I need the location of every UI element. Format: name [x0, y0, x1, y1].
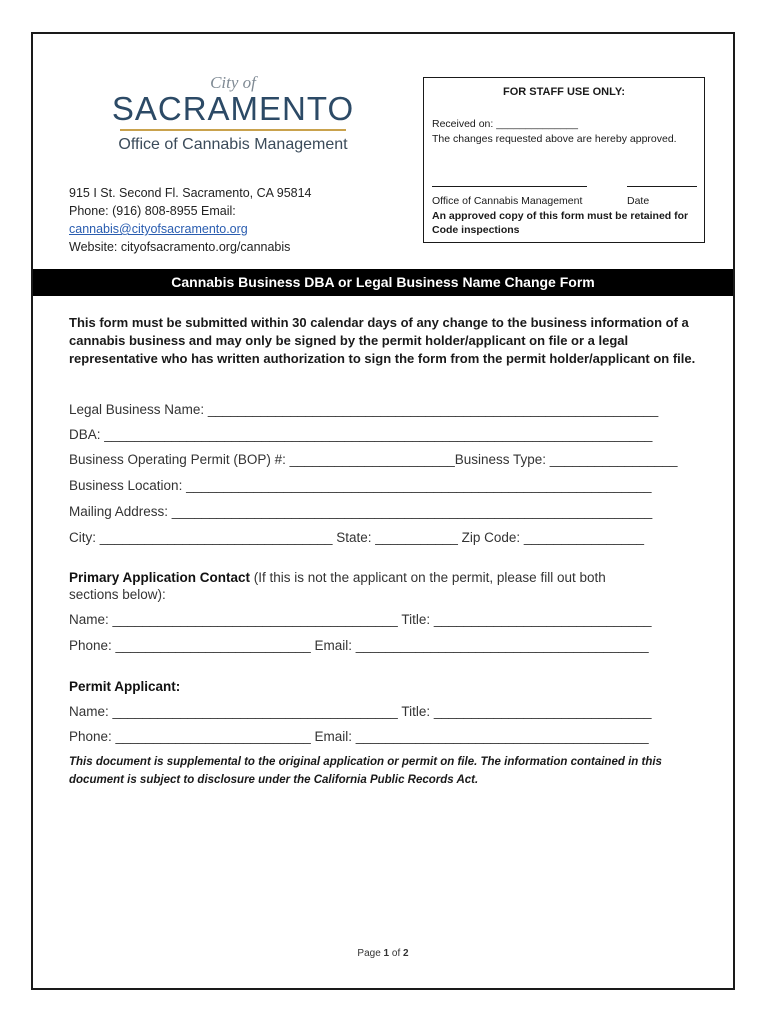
staff-use-box — [423, 77, 705, 243]
contact-website: Website: cityofsacramento.org/cannabis — [69, 240, 291, 254]
page-total: 2 — [403, 948, 409, 959]
business-location-field[interactable]: Business Location: ______________________________________________________________ — [69, 478, 652, 493]
contact-info — [69, 184, 312, 256]
staff-signature-line — [432, 186, 587, 187]
disclaimer-text: This document is supplemental to the original application or permit on file. The information contained in this document is subject to disclosure under the California Public Records Act. — [69, 756, 662, 786]
primary-contact-heading-cont: sections below): — [69, 587, 166, 602]
logo-divider — [120, 129, 346, 131]
mailing-address-field[interactable]: Mailing Address: ________________________________________________________________ — [69, 504, 653, 519]
staff-received-on: Received on: ______________ — [432, 118, 578, 130]
staff-office-label: Office of Cannabis Management — [432, 195, 583, 207]
staff-retention-note: An approved copy of this form must be retained for Code inspections — [432, 210, 689, 236]
staff-box-heading: FOR STAFF USE ONLY: — [502, 86, 626, 98]
applicant-name-title-field[interactable]: Name: ______________________________________ Title: _____________________________ — [69, 704, 652, 719]
page-footer — [33, 948, 733, 959]
form-page — [31, 32, 735, 990]
form-title-banner: Cannabis Business DBA or Legal Business Name Change Form — [33, 269, 733, 296]
logo-city-of: City of — [210, 73, 256, 92]
applicant-phone-email-field[interactable]: Phone: __________________________ Email: _______________________________________ — [69, 729, 649, 744]
primary-contact-heading-bold: Primary Application Contact — [69, 570, 251, 585]
logo-office-name: Office of Cannabis Management — [118, 136, 348, 153]
legal-business-name-field[interactable]: Legal Business Name: ____________________________________________________________ — [69, 402, 659, 417]
page-label: Page — [357, 948, 384, 959]
staff-approval-text: The changes requested above are hereby approved. — [432, 133, 677, 145]
primary-phone-email-field[interactable]: Phone: __________________________ Email: _______________________________________ — [69, 638, 649, 653]
page-number: 1 — [383, 948, 390, 959]
dba-field[interactable]: DBA: _________________________________________________________________________ — [69, 427, 653, 442]
contact-email-link[interactable]: cannabis@cityofsacramento.org — [69, 222, 248, 236]
page-of-label: of — [389, 948, 404, 959]
staff-date-line — [627, 186, 697, 187]
city-state-zip-field[interactable]: City: _______________________________ State: ___________ Zip Code: ________________ — [69, 530, 645, 545]
contact-address: 915 I St. Second Fl. Sacramento, CA 95814 — [69, 186, 312, 200]
logo-city-name: SACRAMENTO — [111, 90, 355, 127]
city-logo — [103, 74, 363, 154]
primary-name-title-field[interactable]: Name: ______________________________________ Title: _____________________________ — [69, 612, 652, 627]
primary-contact-heading — [69, 570, 606, 585]
primary-contact-heading-note: (If this is not the applicant on the permit, please fill out both — [250, 570, 606, 585]
permit-applicant-heading: Permit Applicant: — [69, 679, 181, 694]
staff-date-label: Date — [627, 195, 650, 207]
contact-phone: Phone: (916) 808-8955 Email: — [69, 204, 236, 218]
intro-paragraph: This form must be submitted within 30 calendar days of any change to the business information of a cannabis business and may only be signed by the permit holder/applicant on file or a legal representative who has written authorization to sign the form from the permit holder/applicant on file. — [69, 315, 696, 366]
bop-business-type-field[interactable]: Business Operating Permit (BOP) #: ______________________Business Type: _________________ — [69, 452, 678, 467]
